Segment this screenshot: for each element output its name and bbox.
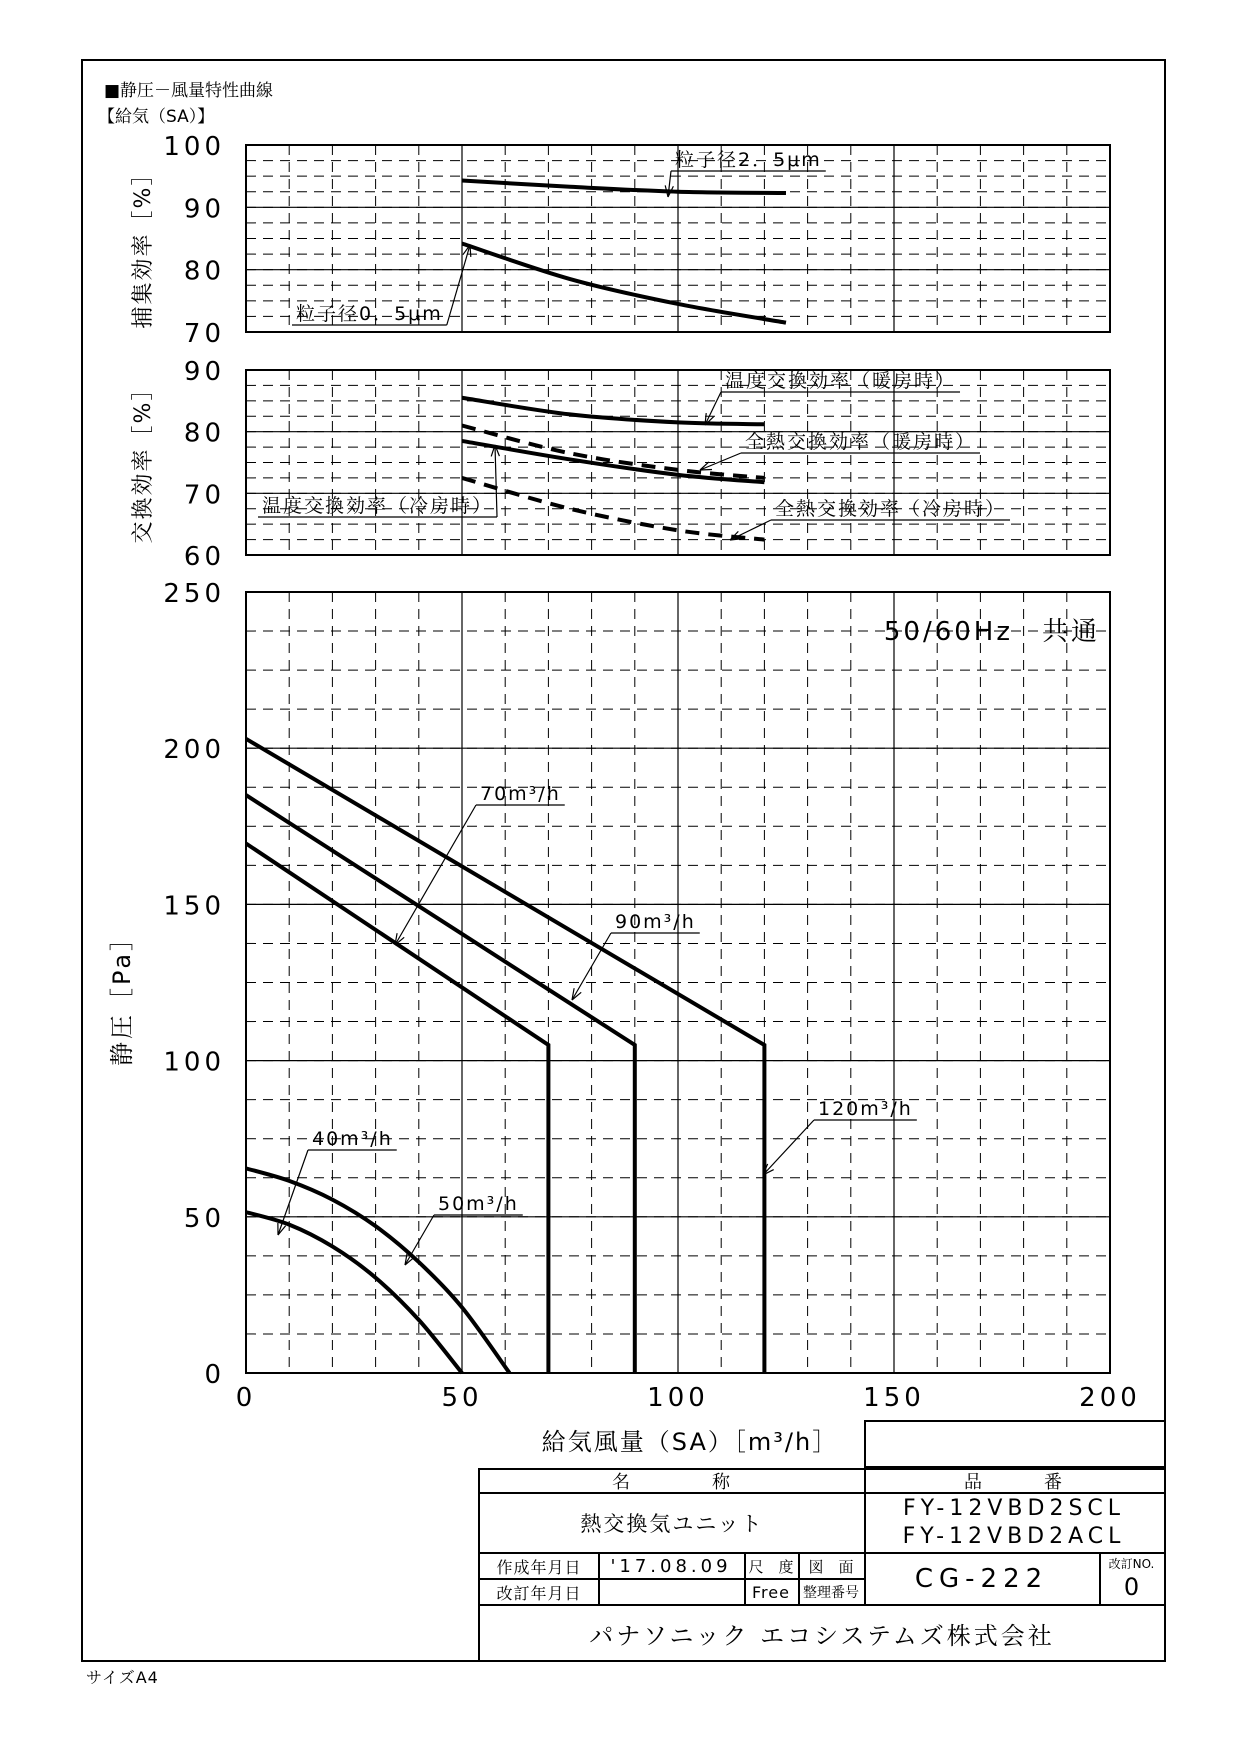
series-label: 温度交換効率（暖房時） xyxy=(725,370,957,392)
tb-scale-value xyxy=(744,1580,800,1606)
tb-name-header xyxy=(478,1468,866,1494)
y-tick-label: 80 xyxy=(183,256,225,287)
x-tick-label: 150 xyxy=(863,1383,925,1413)
y-tick-label: 150 xyxy=(163,891,225,922)
y-tick-label: 100 xyxy=(163,132,225,162)
tb-revised-label xyxy=(478,1580,600,1606)
tb-drawing-number xyxy=(864,1554,1101,1606)
tb-number-header xyxy=(864,1468,1166,1494)
chart-title: ■静圧－風量特性曲線 xyxy=(104,81,274,101)
number-header-text: 品 番 xyxy=(964,1472,1064,1493)
x-tick-label: 200 xyxy=(1079,1383,1141,1413)
leader-line xyxy=(495,445,497,517)
rev-value-text: 0 xyxy=(1123,1573,1140,1601)
series-label: 粒子径2．5μm xyxy=(675,149,822,171)
tb-product-name xyxy=(478,1494,866,1554)
leader-arrow xyxy=(572,988,581,1000)
drawing-sub-label-text: 整理番号 xyxy=(803,1585,859,1601)
created-label-text: 作成年月日 xyxy=(496,1557,582,1577)
series-label: 全熱交換効率（冷房時） xyxy=(775,498,1007,520)
series-line xyxy=(462,181,786,193)
ylabel-exchange: 交換効率［%］ xyxy=(131,376,156,544)
annotation-hz: 50/60Hz 共通 xyxy=(883,617,1100,647)
leader-line xyxy=(705,392,721,425)
series-line xyxy=(246,843,548,1373)
size-note: サイズA4 xyxy=(86,1668,159,1687)
chart-collection xyxy=(163,132,1110,349)
series-label: 50m³/h xyxy=(438,1193,519,1215)
series-line xyxy=(462,398,764,425)
series-label: 40m³/h xyxy=(312,1128,393,1150)
tb-drawing-label xyxy=(798,1554,866,1580)
scale-value-text: Free xyxy=(752,1582,790,1602)
series-label: 70m³/h xyxy=(480,783,561,805)
created-value-text: '17.08.09 xyxy=(610,1555,732,1577)
ylabel-pressure: 静圧［Pa］ xyxy=(108,923,136,1067)
y-tick-label: 200 xyxy=(163,735,225,766)
tb-created-label xyxy=(478,1554,600,1580)
chart-exchange xyxy=(184,357,1110,572)
tb-created-value xyxy=(598,1554,746,1580)
tb-company xyxy=(478,1606,1166,1662)
x-tick-label: 100 xyxy=(647,1383,709,1413)
x-tick-label: 50 xyxy=(441,1383,483,1413)
series-label: 120m³/h xyxy=(818,1098,913,1120)
y-tick-label: 70 xyxy=(183,480,225,511)
leader-line xyxy=(278,1150,308,1235)
y-tick-label: 70 xyxy=(183,319,225,349)
y-tick-label: 90 xyxy=(183,357,225,387)
drawing-label-text: 図 面 xyxy=(808,1557,854,1576)
tb-revised-value xyxy=(598,1580,746,1606)
leader-line xyxy=(763,1120,814,1175)
y-tick-label: 80 xyxy=(183,418,225,449)
series-line xyxy=(462,243,786,322)
drawing-number-text: CG-222 xyxy=(914,1564,1049,1594)
series-label: 全熱交換効率（暖房時） xyxy=(745,431,977,453)
ylabel-collection: 捕集効率［%］ xyxy=(131,161,156,329)
y-tick-label: 100 xyxy=(163,1047,225,1078)
tb-empty xyxy=(864,1420,1166,1468)
y-tick-label: 90 xyxy=(183,194,225,225)
tb-rev xyxy=(1099,1554,1166,1606)
series-label: 温度交換効率（冷房時） xyxy=(262,495,494,517)
title-block xyxy=(478,1420,1166,1662)
x-axis-label: 給気風量（SA）［m³/h］ xyxy=(541,1428,839,1456)
product-number-2: FY-12VBD2ACL xyxy=(902,1524,1126,1549)
tb-scale-label xyxy=(744,1554,800,1580)
series-label: 粒子径0．5μm xyxy=(296,303,443,325)
y-tick-label: 60 xyxy=(183,542,225,572)
chart-pressure xyxy=(163,579,1140,1413)
chart-subtitle: 【給気（SA）】 xyxy=(98,107,215,127)
rev-label-text: 改訂NO. xyxy=(1108,1557,1155,1571)
revised-label-text: 改訂年月日 xyxy=(496,1583,582,1603)
name-header-text: 名 称 xyxy=(612,1472,732,1493)
product-number-1: FY-12VBD2SCL xyxy=(902,1496,1126,1521)
leader-line xyxy=(700,453,741,470)
leader-line xyxy=(405,1215,434,1265)
series-line xyxy=(462,426,764,478)
y-tick-label: 0 xyxy=(204,1360,225,1390)
product-name-text: 熱交換気ユニット xyxy=(580,1512,764,1536)
series-label: 90m³/h xyxy=(615,911,696,933)
y-tick-label: 250 xyxy=(163,579,225,609)
x-tick-label: 0 xyxy=(235,1383,257,1413)
company-text: パナソニック エコシステムズ株式会社 xyxy=(589,1621,1055,1650)
series-line xyxy=(246,1212,462,1373)
tb-drawing-sub-label xyxy=(798,1580,866,1606)
tb-product-numbers xyxy=(864,1494,1166,1554)
y-tick-label: 50 xyxy=(183,1203,225,1234)
scale-label-text: 尺 度 xyxy=(748,1557,794,1576)
